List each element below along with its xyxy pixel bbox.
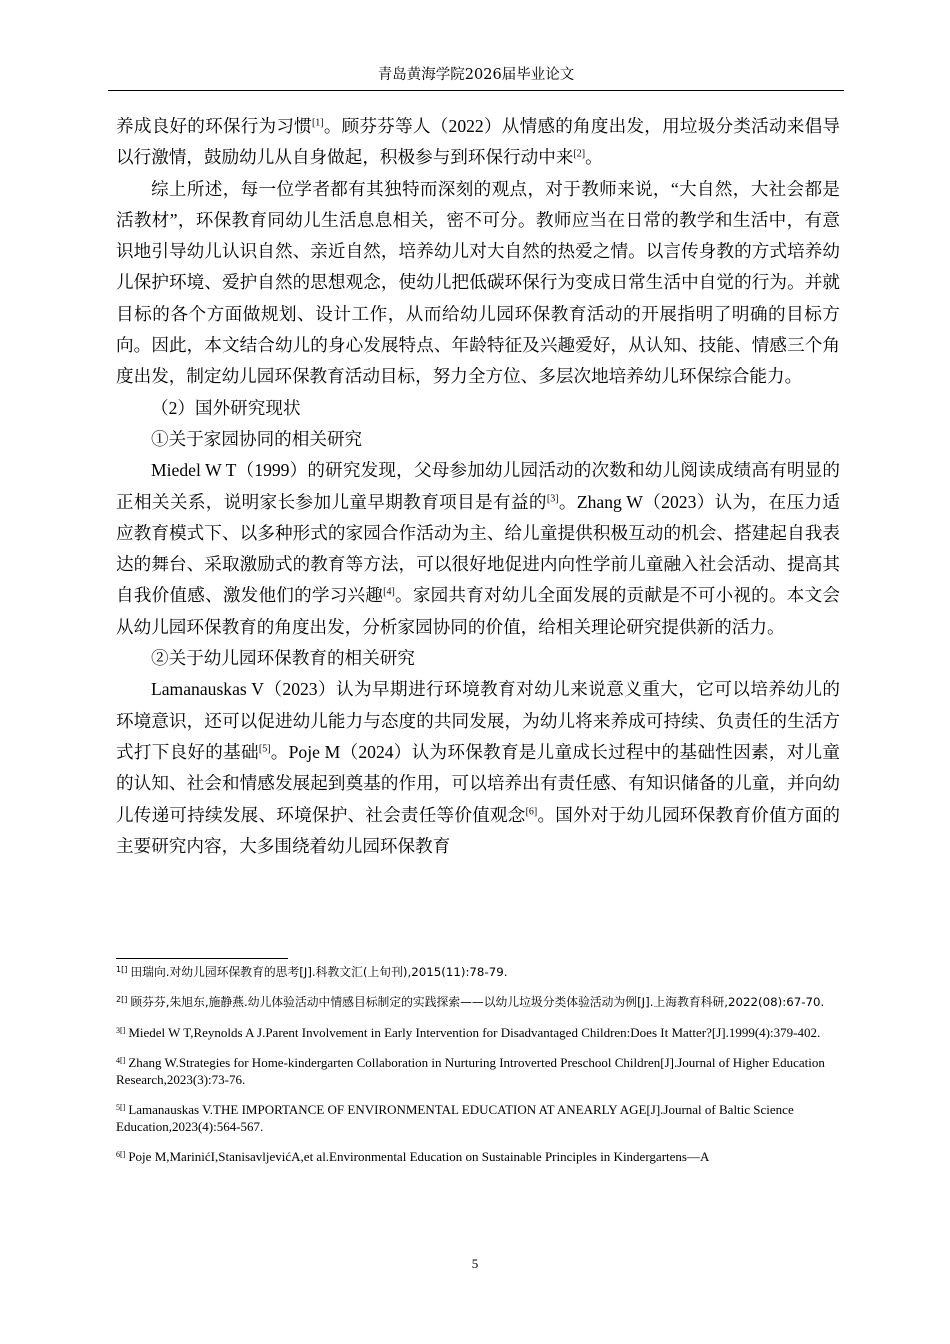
paragraph-4-text-b: 。Poje M（2024）认为环保教育是儿童成长过程中的基础性因素，对儿童的认知、社会和情感发展起到奠基的作用，可以培养出有责任感、有知识储备的儿童，并向幼儿传递可持续发展、环境保护、社会责任等价值观念 — [116, 741, 840, 825]
footnote-mark-2: 2[] — [116, 994, 128, 1004]
footnote-3 — [116, 1024, 838, 1041]
footnote-text: Zhang W.Strategies for Home-kindergarten Collaboration in Nurturing Introverted Preschool Children[J].Journal of Higher Education Research,2023(3):73-76. — [116, 1055, 825, 1087]
footnote-4 — [116, 1054, 838, 1088]
footnote-text: 顾芬芬,朱旭东,施静燕.幼儿体验活动中情感目标制定的实践探索——以幼儿垃圾分类体验活动为例[J].上海教育科研,2022(08):67-70. — [130, 995, 825, 1009]
body-text — [116, 111, 840, 862]
citation-3[interactable]: [3] — [546, 493, 559, 505]
citation-4[interactable]: [4] — [383, 586, 395, 598]
citation-5[interactable]: [5] — [258, 743, 271, 755]
footnote-6 — [116, 1148, 838, 1165]
paragraph-3-text-b: 。Zhang W（2023）认为，在压力适应教育模式下、以多种形式的家园合作活动为主、给儿童提供积极互动的机会、搭建起自我表达的舞台、采取激励式的教育等方法，可以很好地促进内向性学前儿童融入社会活动、提高其自我价值感、激发他们的学习兴趣 — [116, 491, 840, 606]
paragraph-1-text-c: 。 — [585, 147, 603, 168]
footnotes — [116, 964, 838, 1178]
paragraph-1 — [116, 111, 840, 174]
paragraph-3-text-a: Miedel W T（1999）的研究发现，父母参加幼儿园活动的次数和幼儿阅读成绩高有明显的正相关关系，说明家长参加儿童早期教育项目是有益的 — [116, 460, 840, 512]
running-header: 青岛黄海学院2026届毕业论文 — [377, 67, 575, 83]
header-rule — [108, 90, 844, 91]
footnote-1 — [116, 964, 838, 981]
paragraph-4-text-a: Lamanauskas V（2023）认为早期进行环境教育对幼儿来说意义重大，它可以培养幼儿的环境意识，还可以促进幼儿能力与态度的共同发展，为幼儿将来养成可持续、负责任的生活方式打下良好的基础 — [116, 679, 840, 762]
paragraph-3-text-c: 。家园共育对幼儿全面发展的贡献是不可小视的。本文会从幼儿园环保教育的角度出发，分析家园协同的价值，给相关理论研究提供新的活力。 — [116, 585, 840, 637]
footnote-2 — [116, 994, 838, 1011]
section-heading-foreign-research: （2）国外研究现状 — [151, 397, 301, 418]
paragraph-4 — [116, 674, 840, 862]
footnote-text: 田瑞向.对幼儿园环保教育的思考[J].科教文汇(上旬刊),2015(11):78-79. — [130, 965, 508, 979]
footnote-text: Poje M,MarinićI,StanisavljevićA,et al.Environmental Education on Sustainable Principles in Kindergartens—A — [128, 1149, 710, 1164]
footnote-mark-3: 3[] — [116, 1025, 126, 1035]
footnote-mark-6: 6[] — [116, 1149, 126, 1159]
footnote-mark-4: 4[] — [116, 1055, 126, 1065]
citation-2[interactable]: [2] — [573, 148, 586, 160]
footnote-mark-1: 1[] — [116, 964, 128, 974]
paragraph-2: 综上所述，每一位学者都有其独特而深刻的观点，对于教师来说，“大自然，大社会都是活教材”，环保教育同幼儿生活息息相关，密不可分。教师应当在日常的教学和生活中，有意识地引导幼儿认识自然、亲近自然，培养幼儿对大自然的热爱之情。以言传身教的方式培养幼儿保护环境、爱护自然的思想观念，使幼儿把低碳环保行为变成日常生活中自觉的行为。并就目标的各个方面做规划、设计工作，从而给幼儿园环保教育活动的开展指明了明确的目标方向。因此，本文结合幼儿的身心发展特点、年龄特征及兴趣爱好，从认知、技能、情感三个角度出发，制定幼儿园环保教育活动目标，努力全方位、多层次地培养幼儿环保综合能力。 — [116, 178, 840, 387]
page-number: 5 — [471, 1256, 479, 1271]
paragraph-3 — [116, 455, 840, 643]
subsection-heading-home-school: ①关于家园协同的相关研究 — [151, 428, 363, 449]
footnote-text: Miedel W T,Reynolds A J.Parent Involvement in Early Intervention for Disadvantaged Children:Does It Matter?[J].1999(4):379-402. — [128, 1025, 821, 1040]
citation-6[interactable]: [6] — [525, 806, 538, 818]
footnote-mark-5: 5[] — [116, 1102, 126, 1112]
paragraph-4-text-c: 。国外对于幼儿园环保教育价值方面的主要研究内容，大多围绕着幼儿园环保教育 — [116, 804, 840, 856]
footnote-separator — [116, 958, 288, 959]
paragraph-1-text-b: 。顾芬芬等人（2022）从情感的角度出发，用垃圾分类活动来倡导以行激情，鼓励幼儿从自身做起，积极参与到环保行动中来 — [116, 116, 840, 168]
paragraph-1-text-a: 养成良好的环保行为习惯 — [116, 116, 312, 136]
footnote-5 — [116, 1101, 838, 1135]
subsection-heading-env-education: ②关于幼儿园环保教育的相关研究 — [151, 648, 415, 669]
citation-1[interactable]: [1] — [311, 117, 324, 129]
footnote-text: Lamanauskas V.THE IMPORTANCE OF ENVIRONMENTAL EDUCATION AT ANEARLY AGE[J].Journal of Baltic Science Education,2023(4):564-567. — [116, 1102, 794, 1134]
